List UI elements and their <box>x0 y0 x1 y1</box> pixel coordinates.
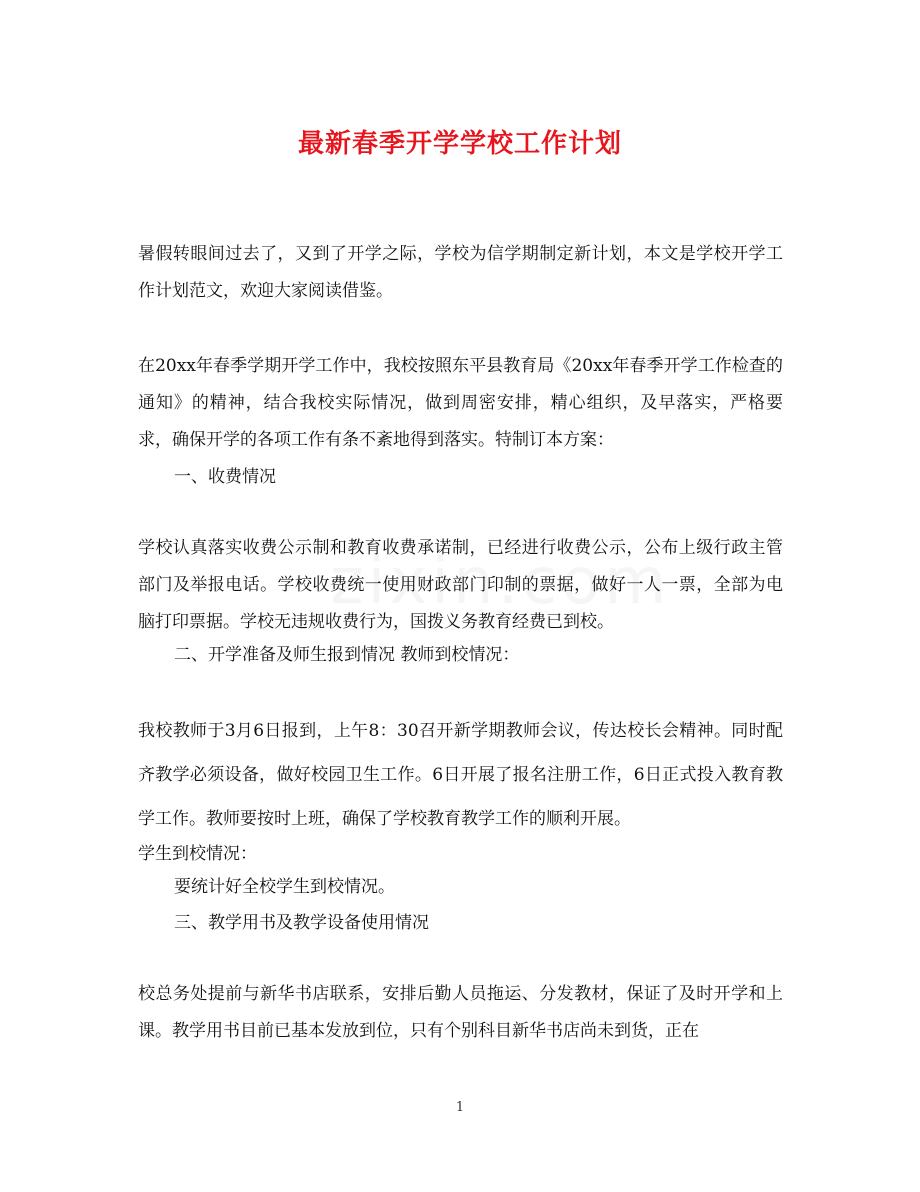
background-paragraph: 在20xx年春季学期开学工作中，我校按照东平县教育局《20xx年春季开学工作检查的通知》的精神，结合我校实际情况，做到周密安排，精心组织，及早落实，严格要求，确保开学的各项工作有条不紊地得到落实。特制订本方案： <box>138 356 783 450</box>
section2-body: 我校教师于3月6日报到，上午8：30召开新学期教师会议，传达校长会精神。同时配齐教学必须设备，做好校园卫生工作。6日开展了报名注册工作，6日正式投入教育教学工作。教师要按时上班，确保了学校教育教学工作的顺利开展。 <box>138 721 783 829</box>
section3-body: 校总务处提前与新华书店联系，安排后勤人员拖运、分发教材，保证了及时开学和上课。教学用书目前已基本发放到位，只有个别科目新华书店尚未到货，正在 <box>138 984 783 1041</box>
section3-heading: 三、教学用书及教学设备使用情况 <box>174 913 429 933</box>
section1-heading: 一、收费情况 <box>174 467 276 487</box>
page-number: 1 <box>455 1100 465 1115</box>
section2-heading: 二、开学准备及师生报到情况 教师到校情况： <box>174 645 520 665</box>
students-heading: 学生到校情况： <box>138 844 257 864</box>
students-body: 要统计好全校学生到校情况。 <box>174 877 395 897</box>
section1-body: 学校认真落实收费公示制和教育收费承诺制，已经进行收费公示，公布上级行政主管部门及举报电话。学校收费统一使用财政部门印制的票据，做好一人一票，全部为电脑打印票据。学校无违规收费行为，国拨义务教育经费已到校。 <box>138 538 783 632</box>
document-title: 最新春季开学学校工作计划 <box>297 129 622 159</box>
intro-paragraph: 暑假转眼间过去了，又到了开学之际，学校为信学期制定新计划，本文是学校开学工作计划范文，欢迎大家阅读借鉴。 <box>138 244 783 301</box>
